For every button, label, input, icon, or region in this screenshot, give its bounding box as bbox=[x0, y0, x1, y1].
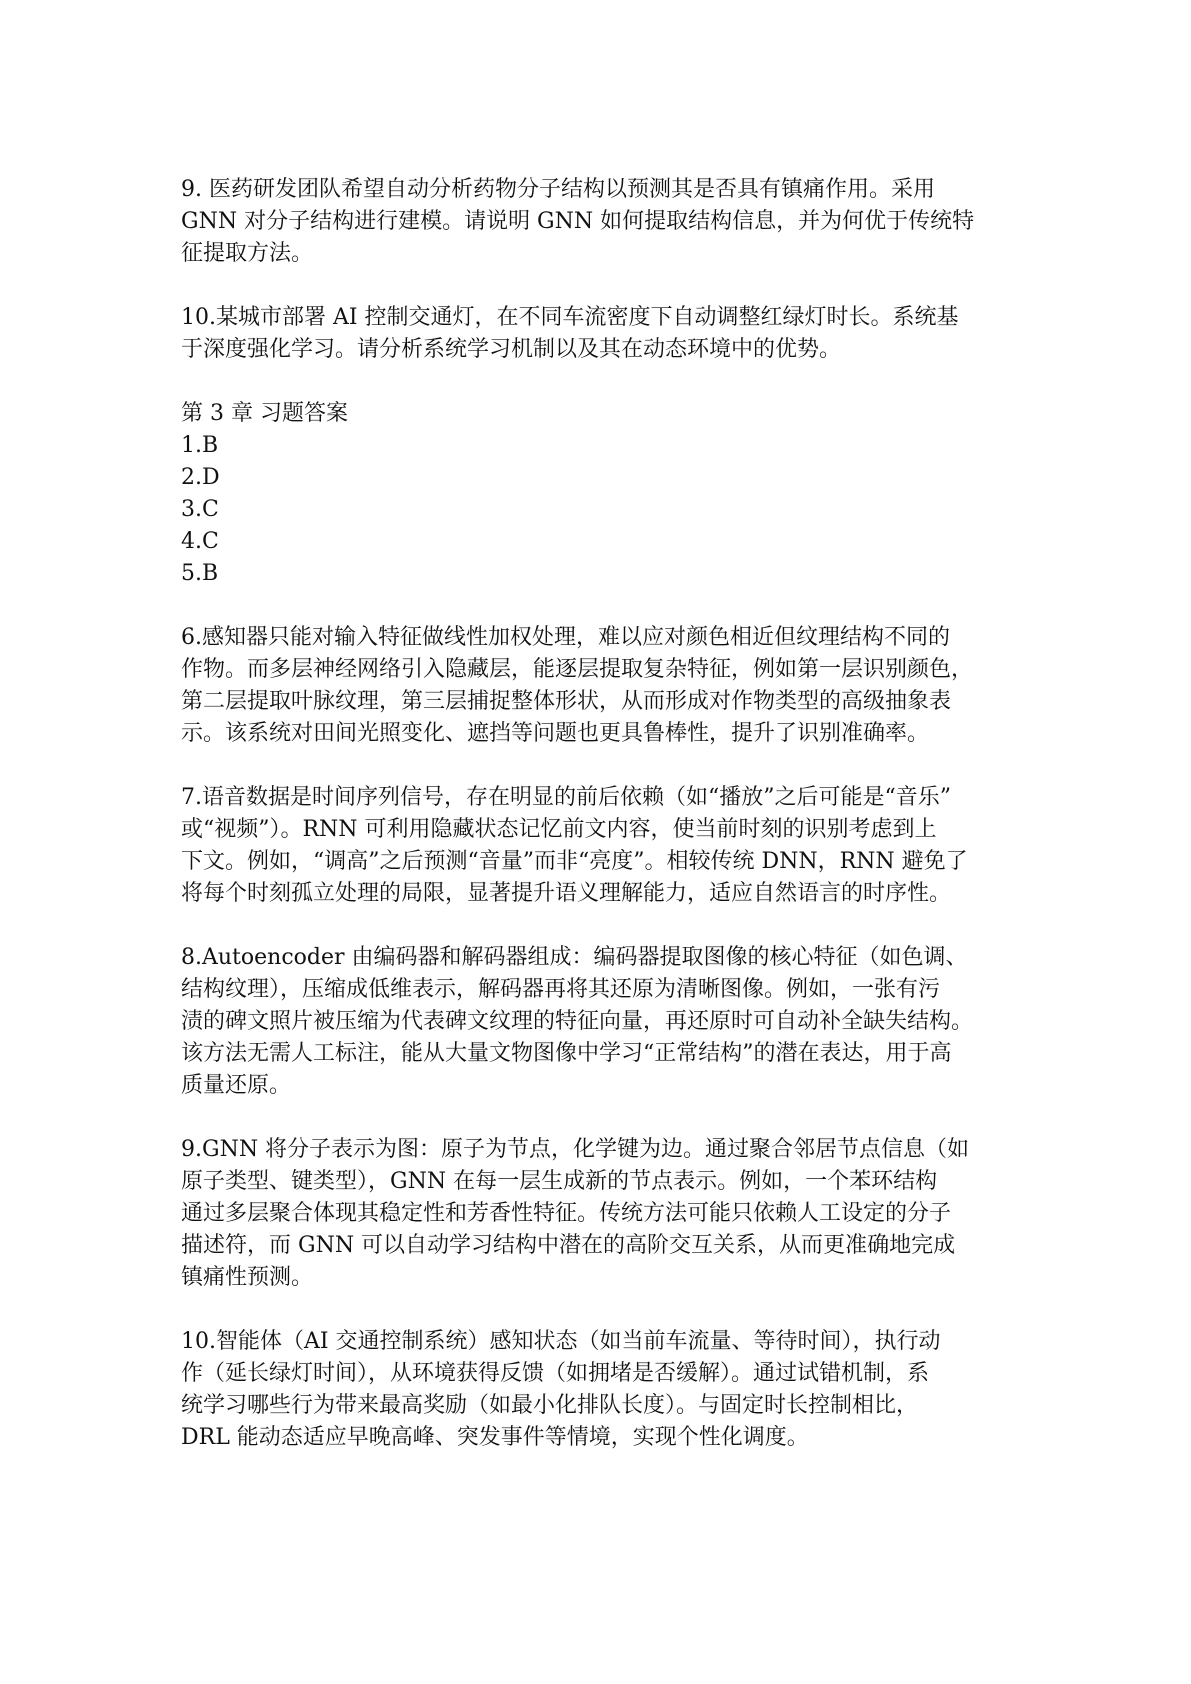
text-line: 7.语音数据是时间序列信号，存在明显的前后依赖（如“播放”之后可能是“音乐” bbox=[181, 785, 951, 810]
text-line: 第二层提取叶脉纹理，第三层捕捉整体形状，从而形成对作物类型的高级抽象表 bbox=[181, 689, 952, 714]
answers-section-header bbox=[181, 398, 1021, 590]
text-line: 10.智能体（AI 交通控制系统）感知状态（如当前车流量、等待时间），执行动 bbox=[181, 1329, 941, 1354]
text-line: 10.某城市部署 AI 控制交通灯，在不同车流密度下自动调整红绿灯时长。系统基 bbox=[181, 305, 959, 330]
text-line: 统学习哪些行为带来最高奖励（如最小化排队长度）。与固定时长控制相比， bbox=[181, 1393, 919, 1418]
text-line: 示。该系统对田间光照变化、遮挡等问题也更具鲁棒性，提升了识别准确率。 bbox=[181, 721, 930, 746]
text-line: 结构纹理），压缩成低维表示，解码器再将其还原为清晰图像。例如，一张有污 bbox=[181, 977, 941, 1002]
question-10 bbox=[181, 302, 1021, 366]
choice-answer: 5.B bbox=[181, 561, 219, 586]
text-line: 9. 医药研发团队希望自动分析药物分子结构以预测其是否具有镇痛作用。采用 bbox=[181, 177, 935, 202]
text-line: 作物。而多层神经网络引入隐藏层，能逐层提取复杂特征，例如第一层识别颜色， bbox=[181, 657, 974, 682]
answer-10 bbox=[181, 1326, 1021, 1454]
text-line: 征提取方法。 bbox=[181, 241, 314, 266]
text-line: 镇痛性预测。 bbox=[181, 1265, 314, 1290]
text-line: 描述符，而 GNN 可以自动学习结构中潜在的高阶交互关系，从而更准确地完成 bbox=[181, 1233, 956, 1258]
text-line: 该方法无需人工标注，能从大量文物图像中学习“正常结构”的潜在表达，用于高 bbox=[181, 1041, 952, 1066]
text-line: 质量还原。 bbox=[181, 1073, 292, 1098]
text-line: 通过多层聚合体现其稳定性和芳香性特征。传统方法可能只依赖人工设定的分子 bbox=[181, 1201, 952, 1226]
page-content bbox=[181, 174, 1021, 1486]
text-line: 下文。例如，“调高”之后预测“音量”而非“亮度”。相较传统 DNN，RNN 避免了 bbox=[181, 849, 968, 874]
choice-answer: 1.B bbox=[181, 433, 219, 458]
text-line: 6.感知器只能对输入特征做线性加权处理，难以应对颜色相近但纹理结构不同的 bbox=[181, 625, 950, 650]
text-line: GNN 对分子结构进行建模。请说明 GNN 如何提取结构信息，并为何优于传统特 bbox=[181, 209, 975, 234]
text-line: 于深度强化学习。请分析系统学习机制以及其在动态环境中的优势。 bbox=[181, 337, 842, 362]
text-line: DRL 能动态适应早晚高峰、突发事件等情境，实现个性化调度。 bbox=[181, 1425, 809, 1450]
text-line: 原子类型、键类型），GNN 在每一层生成新的节点表示。例如，一个苯环结构 bbox=[181, 1169, 938, 1194]
text-line: 8.Autoencoder 由编码器和解码器组成：编码器提取图像的核心特征（如色调、 bbox=[181, 945, 968, 970]
choice-answer: 4.C bbox=[181, 529, 219, 554]
text-line: 将每个时刻孤立处理的局限，显著提升语义理解能力，适应自然语言的时序性。 bbox=[181, 881, 952, 906]
chapter-heading: 第 3 章 习题答案 bbox=[181, 401, 348, 426]
text-line: 或“视频”）。RNN 可利用隐藏状态记忆前文内容，使当前时刻的识别考虑到上 bbox=[181, 817, 937, 842]
question-9 bbox=[181, 174, 1021, 270]
answer-6 bbox=[181, 622, 1021, 750]
answer-7 bbox=[181, 782, 1021, 910]
answer-9 bbox=[181, 1134, 1021, 1294]
choice-answer: 3.C bbox=[181, 497, 219, 522]
answer-8 bbox=[181, 942, 1021, 1102]
text-line: 9.GNN 将分子表示为图：原子为节点，化学键为边。通过聚合邻居节点信息（如 bbox=[181, 1137, 970, 1162]
text-line: 作（延长绿灯时间），从环境获得反馈（如拥堵是否缓解）。通过试错机制，系 bbox=[181, 1361, 930, 1386]
choice-answer: 2.D bbox=[181, 465, 220, 490]
text-line: 渍的碑文照片被压缩为代表碑文纹理的特征向量，再还原时可自动补全缺失结构。 bbox=[181, 1009, 974, 1034]
